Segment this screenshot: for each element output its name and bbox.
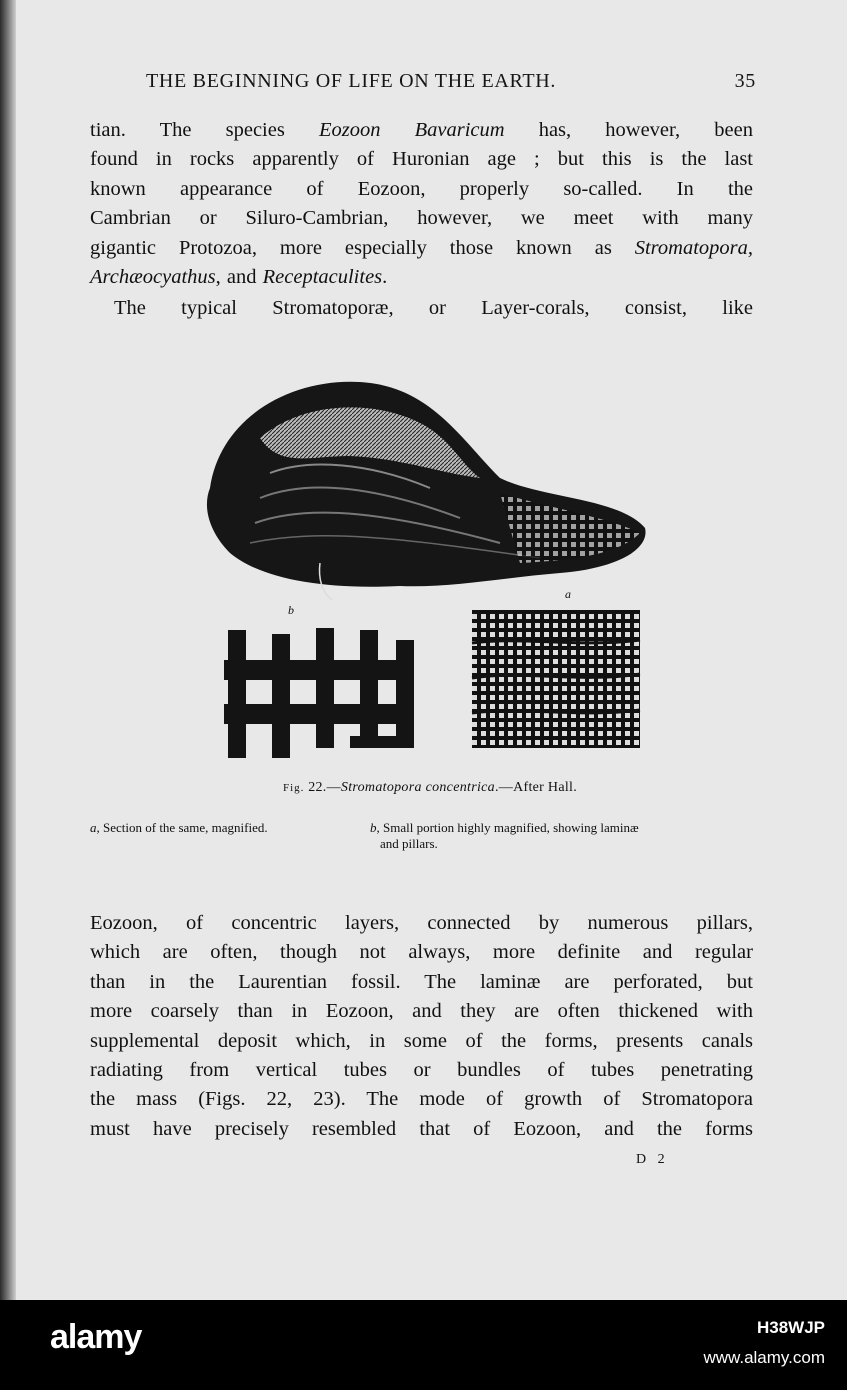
- text-line: [90, 234, 753, 263]
- text-run: gigantic Protozoa, more especially those known as: [90, 236, 635, 259]
- running-head-title: THE BEGINNING OF LIFE ON THE EARTH.: [146, 70, 557, 92]
- brand-logo: alamy: [50, 1318, 142, 1356]
- signature-mark: D 2: [636, 1152, 669, 1167]
- caption-attribution: .—After Hall.: [494, 780, 578, 795]
- text-line: supplemental deposit which, in some of the forms, presents canals: [90, 1029, 753, 1052]
- legend-letter: a: [90, 820, 97, 835]
- text-line: the mass (Figs. 22, 23). The mode of growth of Stromatopora: [90, 1088, 753, 1111]
- stromatopora-drawing: [200, 378, 650, 758]
- italic-genus-name: Receptaculites: [262, 266, 383, 289]
- text-run: tian. The species: [90, 119, 319, 141]
- text-line: The typical Stromatoporæ, or Layer-corals, consist, like: [114, 297, 753, 319]
- legend-text: , Small portion highly magnified, showing laminæ: [376, 820, 639, 835]
- text-line: more coarsely than in Eozoon, and they are often thickened with: [90, 1000, 753, 1023]
- caption-number: 22.—: [304, 780, 341, 795]
- text-line: [90, 116, 753, 145]
- italic-species-name: Eozoon Bavaricum: [318, 119, 505, 141]
- text-line: known appearance of Eozoon, properly so-called. In the: [90, 177, 753, 200]
- text-line: Eozoon, of concentric layers, connected by numerous pillars,: [90, 912, 753, 934]
- legend-text: , Section of the same, magnified.: [96, 820, 268, 835]
- image-id: H38WJP: [756, 1318, 825, 1337]
- text-line: Cambrian or Siluro-Cambrian, however, we meet with many: [90, 207, 753, 230]
- page-binding-edge: [0, 0, 16, 1300]
- legend-text: and pillars.: [380, 836, 438, 851]
- top-paragraph: [90, 116, 753, 292]
- text-run: has, however, been: [504, 119, 753, 141]
- site-url: www.alamy.com: [703, 1348, 825, 1367]
- text-line: than in the Laurentian fossil. The laminæ are perforated, but: [90, 970, 753, 993]
- text-line: which are often, though not always, more definite and regular: [90, 941, 753, 964]
- italic-genus-name: Archæocyathus: [90, 266, 216, 289]
- text-line: radiating from vertical tubes or bundles of tubes penetrating: [90, 1059, 753, 1082]
- page-number: 35: [734, 70, 756, 92]
- figure-label-a: a: [565, 587, 571, 601]
- caption-species: Stromatopora concentrica: [340, 780, 495, 795]
- indented-paragraph: [90, 294, 753, 323]
- legend-letter: b: [370, 820, 377, 835]
- text-line: must have precisely resembled that of Eozoon, and the forms: [90, 1117, 753, 1140]
- fossil-specimen: [207, 382, 646, 600]
- text-line: [90, 263, 753, 292]
- text-run: .: [382, 266, 388, 289]
- caption-fig-label: Fig.: [282, 782, 305, 794]
- stock-footer-bar: [0, 1300, 847, 1390]
- bottom-paragraph: [90, 909, 753, 1144]
- legend-item-b: [370, 820, 755, 852]
- figure-label-b: b: [288, 603, 294, 617]
- figure-caption: [150, 780, 710, 796]
- legend-item-a: [90, 820, 268, 836]
- pillars-lattice: [224, 628, 414, 758]
- text-run: , and: [215, 266, 263, 289]
- italic-genus-name: Stromatopora,: [634, 236, 753, 259]
- magnified-section: [472, 610, 640, 748]
- text-line: found in rocks apparently of Huronian age ; but this is the last: [90, 148, 753, 171]
- figure-illustration: [200, 378, 650, 758]
